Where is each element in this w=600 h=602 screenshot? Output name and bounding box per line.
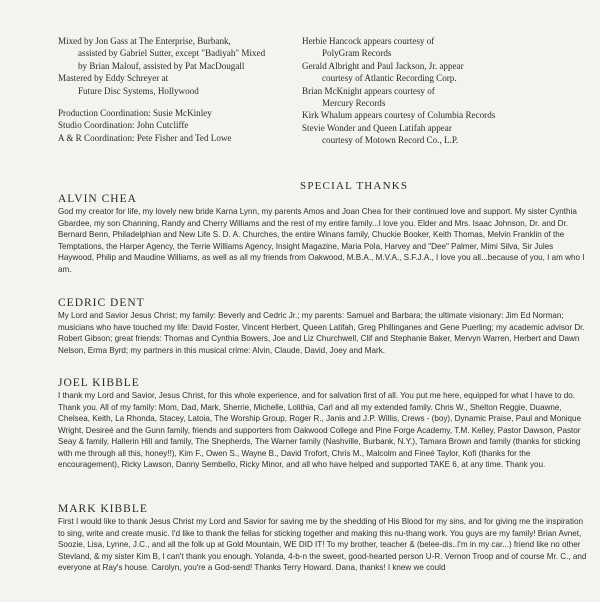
section-body-joel-kibble: I thank my Lord and Savior, Jesus Christ, for this whole experience, and for salvation first of all. You put me here, equipped for what I have to do. Thank you. All of my family: Mom, Dad, Mark, Sherrie, Michelle, Lolithia, Carl and all my extended family. Chris W., Shelton Reggie, Duawne, Chelsea, Keith, La Rhonda, Stacey, Latoia, The Worship Group, Roger R., Janis and J.P. Willis, Crews - (boy), Dynamic Praise, Paul and Monique Wright, Desireé and the Gunn family, friends and supporters from Oakwood College and Pine Forge Academy, T.M. Kelley, Pastor Dawson, Pastor Seay & family, Hallerin Hill and family, The Shepherds, The Warner family (Nashville, Burbank, N.Y.), Tamara Brown and family (thanks for sticking with me through all this, honey!!), Kim F., Owen S., Wayne B., David Trofort, Chris M., Malcolm and Fineé Taylor, Kofi (thanks for the encouragement), Ricky Lawson, Danny Sembello, Ricky Minor, and all who have helped and supported TAKE 6, at any time. Thank you. [58,391,582,469]
credit-line: assisted by Gabriel Sutter, except "Badiyah" Mixed [78,48,266,59]
section-body-alvin-chea: God my creator for life, my lovely new bride Karna Lynn, my parents Amos and Joan Chea for their continued love and support. My sister Cynthia Gbardee, my son Channing, Randy and Cherry Williams and the rest of my entire family...I love you. Elder and Mrs. Isaac Johnson, Dr. and Dr. Bernard Benn, Philadelphian and New Life S. D. A. Churches, the entire Winans family, Chuckie Booker, Keith Thomas, Melvin Franklin of the Temptations, the Harper Agency, the Terrie Williams Agency, Insight Magazine, Maria Pola, Harvey and "Dee" Palmer, Mimi Silva, Sir Jules Haywood, Philip and Maudine Williams, as well as all my friends from Oakwood, M.B.A., M.V.A., S.F.J.A., I love you all...because of you, I am who I am. [58,207,585,274]
credit-line: courtesy of Motown Record Co., L.P. [322,135,459,146]
section-body-mark-kibble: First I would like to thank Jesus Christ my Lord and Savior for saving me by the shedding of His Blood for my sins, and for giving me the inspiration to sing, write and create music. I'd like to thank the fellas for sticking together and making this nu-thang work. You guys are my family! Brian Avnet, Soozie, Lisa, Lynne, J.C., and all the folk up at Gold Mountain, WE DID IT! To my brother, teacher & (belee-dis..I'm in my car...) friend like no other Stevland, & my sister Kim B, I can't thank you enough. Yolanda, 4-b-n the sweet, good-hearted person U-R. Vernon Troop and of course Mr. C., and everyone at Ray's house. Carolyn, you're a God-send! Thanks Terry Howard. Dana, thanks! I knew we could [58,517,587,572]
section-heading-alvin-chea: ALVIN CHEA [58,193,137,205]
credit-line: Production Coordination: Susie McKinley [58,108,212,119]
section-body-cedric-dent: My Lord and Savior Jesus Christ; my family: Beverly and Cedric Jr.; my parents: Samuel and Barbara; the ultimate visionary: Jim Ed Norman; musicians who have touched my life: David Foster, Vincent Herbert, Queen Latifah, Greg Phillinganes and Gene Puerling; my academic advisor Dr. Robert Gibson; great friends: Thomas and Cynthia Bowers, Joe and Liz Churchwell, Clif and Stephanie Baker, Mervyn Warren, Herbert and Dawn Nelson, Erma Byrd; my partners in this musical crime: Alvin, Claude, David, Joey and Mark. [58,311,585,355]
credit-line: Studio Coordination: John Cutcliffe [58,120,189,131]
credit-line: Stevie Wonder and Queen Latifah appear [302,122,452,133]
credit-line: Mercury Records [322,98,386,109]
section-heading-mark-kibble: MARK KIBBLE [58,503,148,515]
credit-line: Gerald Albright and Paul Jackson, Jr. appear [302,60,464,71]
credits-right-column [302,35,592,147]
section-heading-joel-kibble: JOEL KIBBLE [58,377,140,389]
special-thanks-heading: SPECIAL THANKS [300,180,409,192]
credit-line: Kirk Whalum appears courtesy of Columbia Records [302,110,496,121]
credits-left-column [58,35,298,144]
credit-line: by Brian Malouf, assisted by Pat MacDougall [78,60,245,71]
credit-line: Mastered by Eddy Schreyer at [58,73,169,84]
credit-line: courtesy of Atlantic Recording Corp. [322,73,457,84]
credit-line: Brian McKnight appears courtesy of [302,85,435,96]
credit-line: Mixed by Jon Gass at The Enterprise, Burbank, [58,36,231,46]
credit-line: A & R Coordination: Pete Fisher and Ted Lowe [58,132,232,143]
credit-line: PolyGram Records [322,48,392,59]
credit-spacer [58,97,298,107]
credit-line: Herbie Hancock appears courtesy of [302,36,435,46]
section-heading-cedric-dent: CEDRIC DENT [58,297,145,309]
credit-line: Future Disc Systems, Hollywood [78,85,199,96]
